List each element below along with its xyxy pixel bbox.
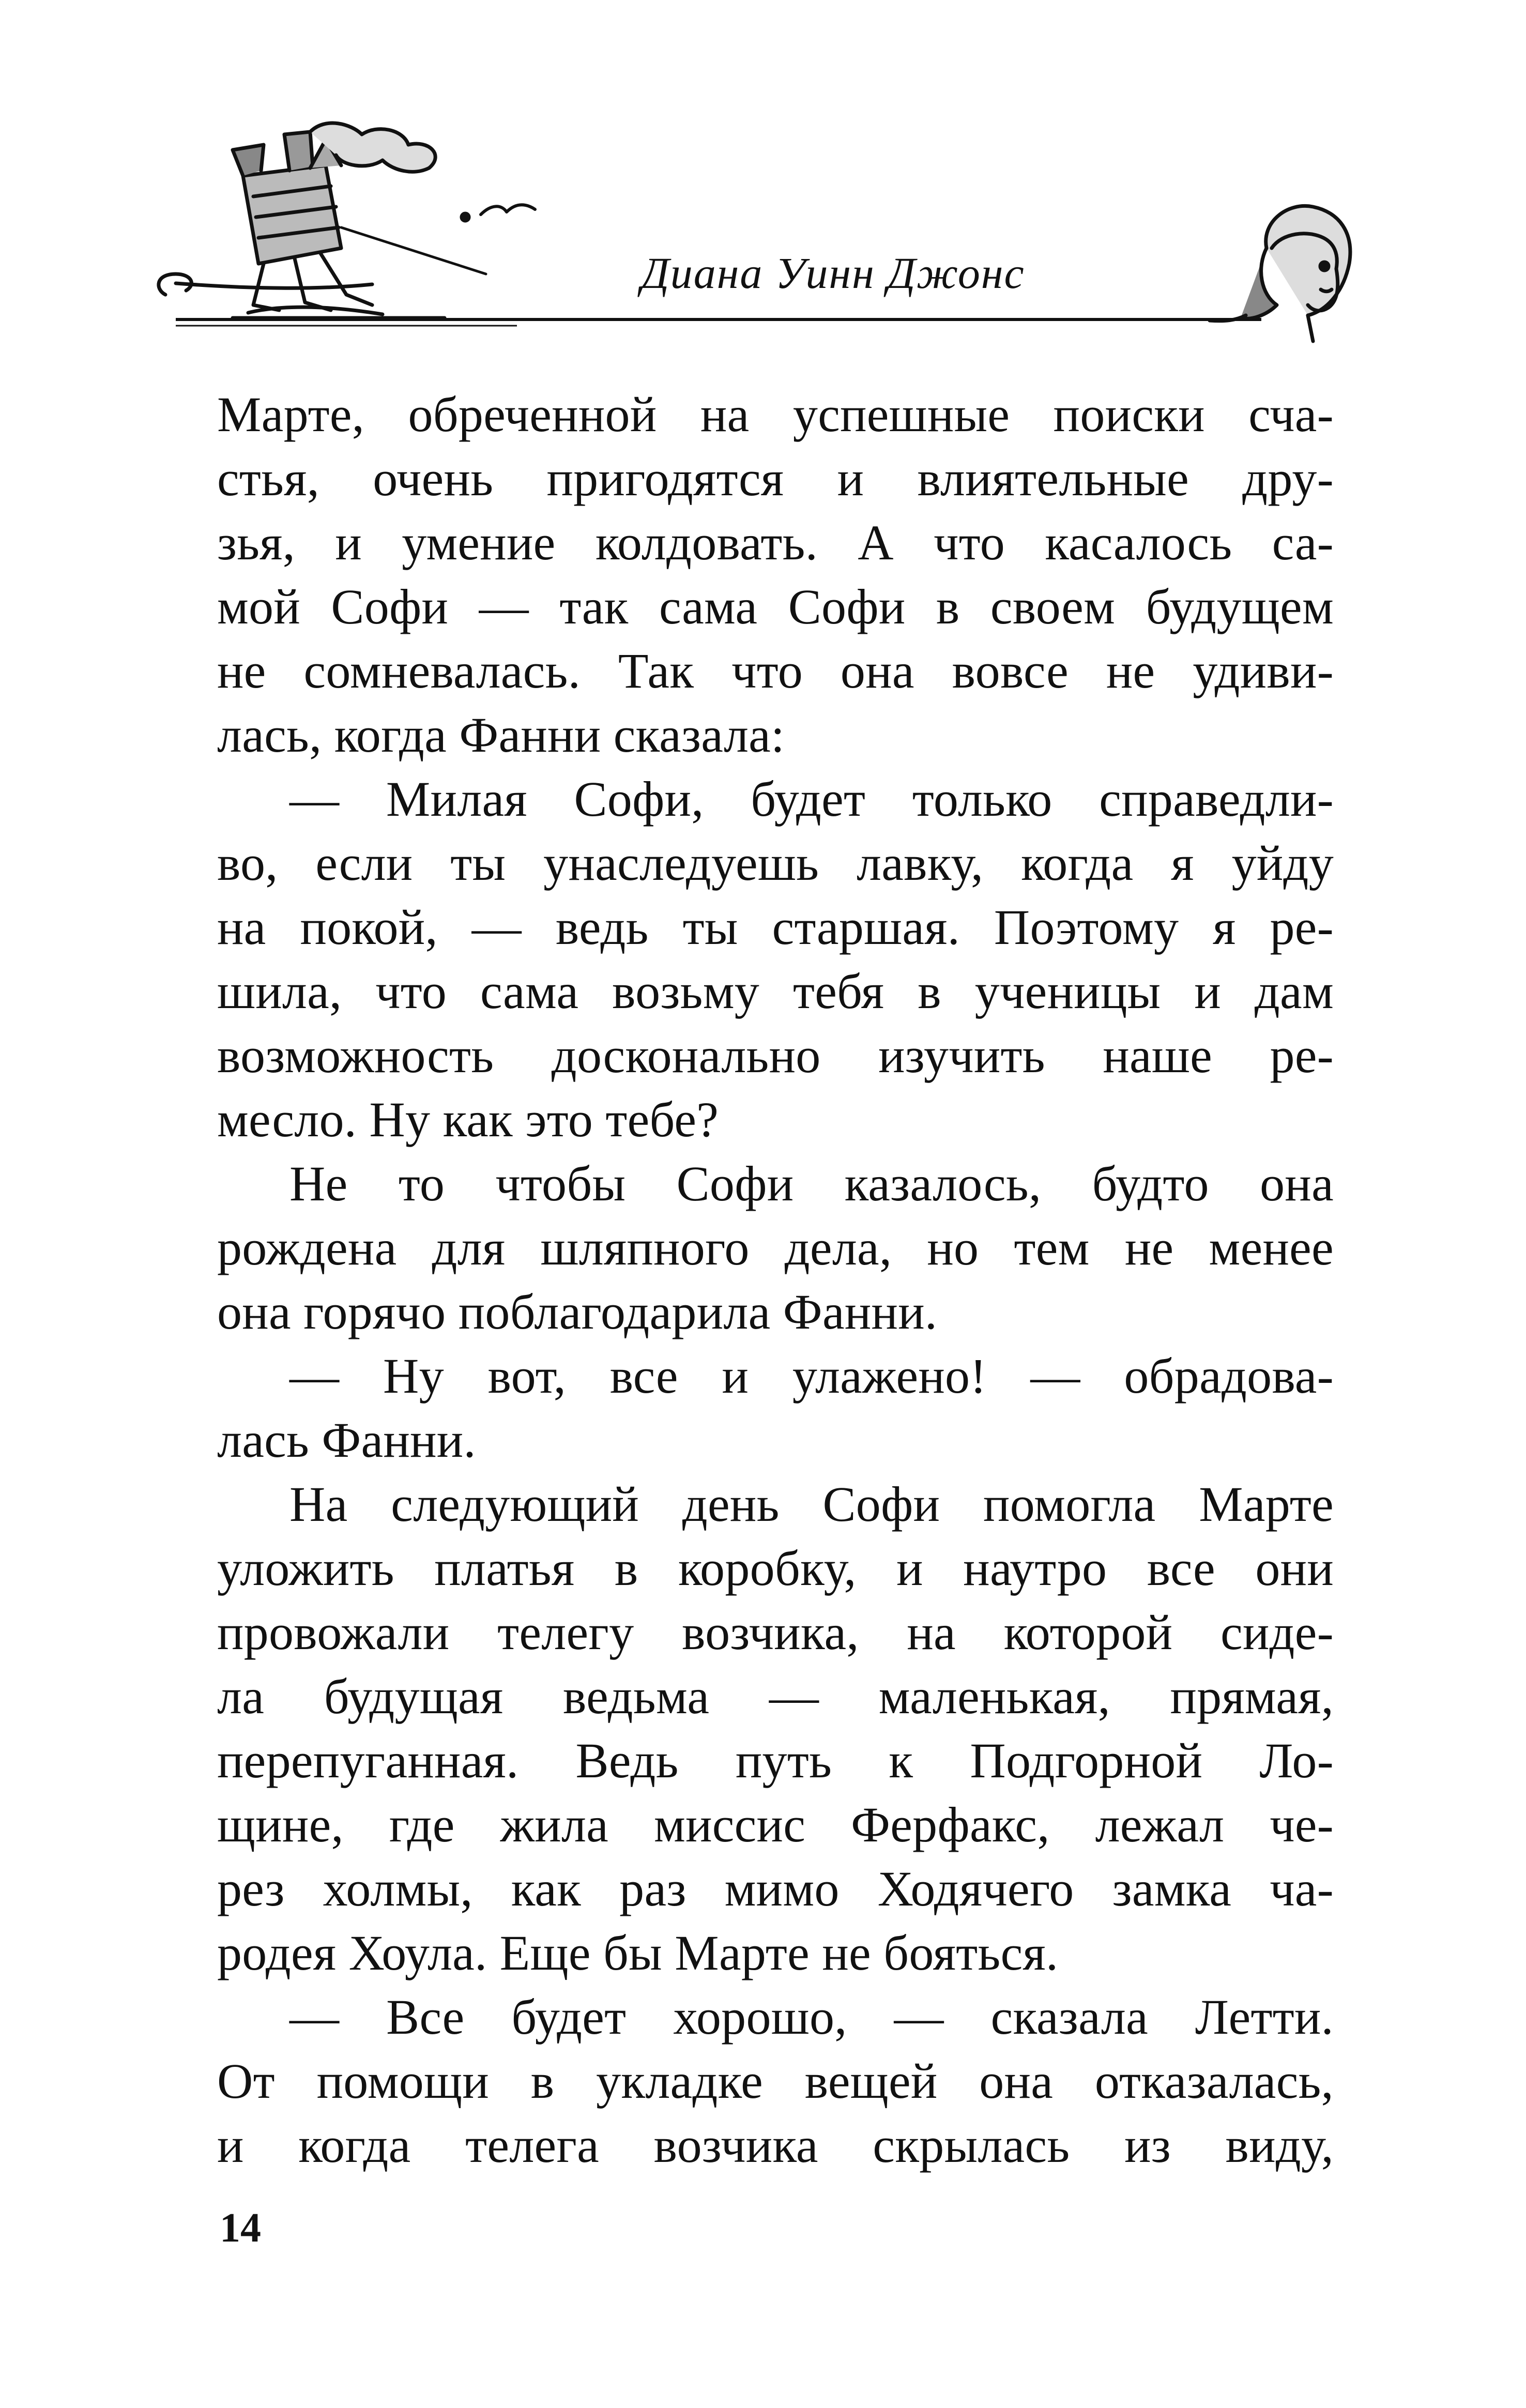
running-title: Диана Уинн Джонс <box>641 248 1025 298</box>
text-line: на покой, — ведь ты старшая. Поэтому я ре- <box>217 900 1334 955</box>
text-line: не сомневалась. Так что она вовсе не удиви- <box>217 643 1334 698</box>
text-line: От помощи в укладке вещей она отказалась, <box>217 2053 1334 2109</box>
running-header <box>155 119 1365 357</box>
moving-castle-illustration-icon <box>159 123 535 318</box>
text-line: уложить платья в коробку, и наутро все они <box>217 1541 1334 1596</box>
text-line: и когда телега возчика скрылась из виду, <box>217 2117 1334 2173</box>
page-number: 14 <box>220 2205 261 2251</box>
text-line: Марте, обреченной на успешные поиски сча- <box>217 387 1334 442</box>
text-line: перепуганная. Ведь путь к Подгорной Ло- <box>217 1733 1334 1788</box>
body-text <box>217 383 1334 2177</box>
text-line: провожали телегу возчика, на которой сиде- <box>217 1605 1334 1660</box>
header-ornament <box>155 119 1365 357</box>
text-line: ла будущая ведьма — маленькая, прямая, <box>217 1669 1334 1724</box>
girl-portrait-icon <box>1210 206 1350 341</box>
text-line: рез холмы, как раз мимо Ходячего замка ча- <box>217 1861 1334 1916</box>
text-line: — Милая Софи, будет только справедли- <box>289 771 1334 827</box>
text-line: мой Софи — так сама Софи в своем будущем <box>217 579 1334 634</box>
text-line: лась Фанни. <box>217 1412 476 1468</box>
text-line: месло. Ну как это тебе? <box>217 1092 719 1147</box>
text-line: На следующий день Софи помогла Марте <box>289 1476 1334 1532</box>
text-line: во, если ты унаследуешь лавку, когда я уйду <box>217 835 1334 891</box>
text-line: зья, и умение колдовать. А что касалось са- <box>217 515 1334 570</box>
text-line: Не то чтобы Софи казалось, будто она <box>289 1156 1334 1211</box>
text-line: стья, очень пригодятся и влиятельные дру- <box>217 451 1334 506</box>
text-line: лась, когда Фанни сказала: <box>217 707 785 763</box>
text-line: родея Хоула. Еще бы Марте не бояться. <box>217 1925 1059 1980</box>
text-line: — Ну вот, все и улажено! — обрадова- <box>289 1348 1334 1404</box>
text-line: — Все будет хорошо, — сказала Летти. <box>289 1989 1334 2045</box>
text-line: возможность досконально изучить наше ре- <box>217 1028 1334 1083</box>
text-line: щине, где жила миссис Ферфакс, лежал че- <box>217 1797 1334 1852</box>
text-line: шила, что сама возьму тебя в ученицы и дам <box>217 964 1334 1019</box>
text-line: она горячо поблагодарила Фанни. <box>217 1284 938 1339</box>
text-line: рождена для шляпного дела, но тем не менее <box>217 1220 1334 1275</box>
